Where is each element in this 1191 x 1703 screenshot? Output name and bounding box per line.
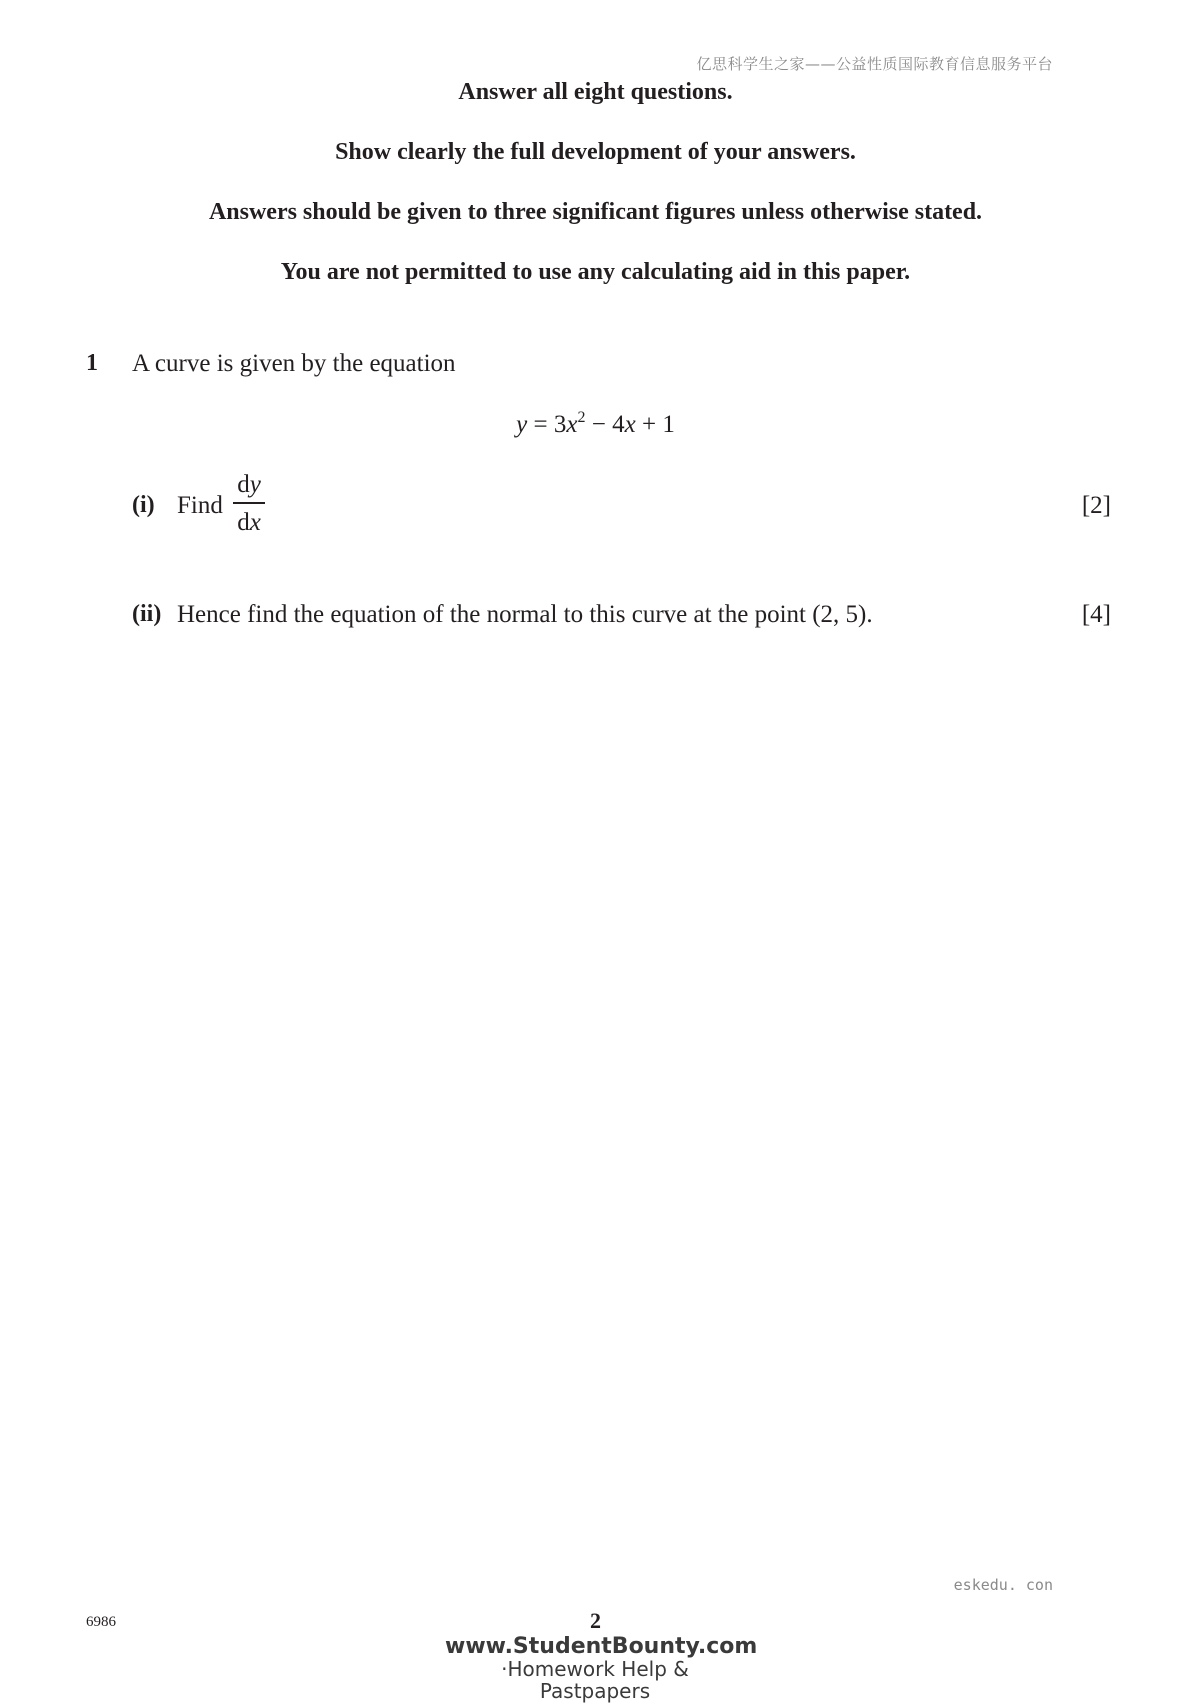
equation-x-squared-var: x xyxy=(566,411,578,438)
part-ii-marks: [4] xyxy=(1081,601,1111,628)
instruction-show-working: Show clearly the full development of your answers. xyxy=(335,139,856,165)
fraction-bar xyxy=(233,502,265,504)
equation-eq: = 3 xyxy=(527,411,567,438)
question-number: 1 xyxy=(86,350,98,376)
instruction-no-calculator: You are not permitted to use any calculating aid in this paper. xyxy=(280,259,911,285)
instruction-answer-all: Answer all eight questions. xyxy=(458,79,733,105)
instruction-significant-figures: Answers should be given to three significant figures unless otherwise stated. xyxy=(208,199,983,225)
equation-exponent: 2 xyxy=(577,409,586,426)
part-ii-text: Hence find the equation of the normal to this curve at the point (2, 5). xyxy=(177,601,873,628)
paper-code: 6986 xyxy=(86,1614,116,1630)
equation-x-var: x xyxy=(624,411,636,438)
studentbounty-logo xyxy=(445,1634,758,1703)
fraction-numerator: dy xyxy=(237,471,261,498)
instructions-block xyxy=(0,78,1191,318)
equation-constant: + 1 xyxy=(635,411,675,438)
equation-y: y xyxy=(516,411,528,438)
curve-equation xyxy=(0,409,1191,439)
page-number: 2 xyxy=(590,1608,601,1633)
fraction-denominator: dx xyxy=(237,509,261,536)
derivative-fraction xyxy=(233,470,265,538)
logo-url: www.StudentBounty.com xyxy=(445,1634,758,1659)
question-stem: A curve is given by the equation xyxy=(132,350,456,377)
part-i-marks: [2] xyxy=(1081,492,1111,519)
header-watermark: 亿思科学生之家——公益性质国际教育信息服务平台 xyxy=(696,55,1053,73)
logo-tagline: ·Homework Help & Pastpapers xyxy=(501,1657,689,1703)
part-ii-label: (ii) xyxy=(132,601,162,627)
part-i-label: (i) xyxy=(132,492,155,518)
site-watermark: eskedu. con xyxy=(953,1576,1053,1594)
equation-minus: − 4 xyxy=(585,411,625,438)
part-i-text: Find xyxy=(177,492,223,519)
